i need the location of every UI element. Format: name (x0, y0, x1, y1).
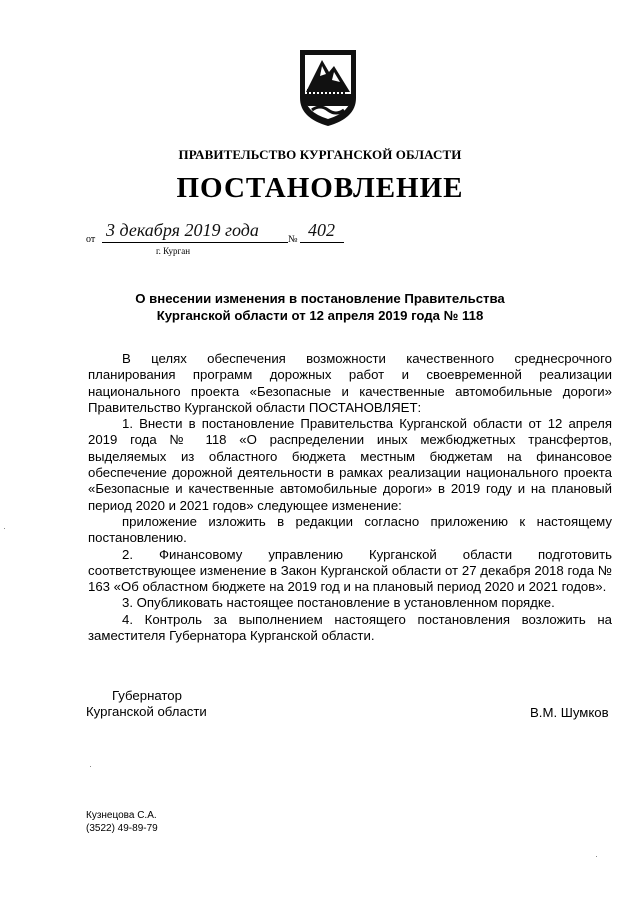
paragraph-item-1: 1. Внести в постановление Правительства Курганской области от 12 апреля 2019 года № 118 «О распределении иных межбюджетных трансфертов, выделяемых из областного бюджета местным бюджетам на финансовое обеспечение дорожной деятельности в рамках реализации национального проекта «Безопасные и качественные автомобильные дороги» в 2019 году и на плановый период 2020 и 2021 годов» следующее изменение: (88, 416, 612, 513)
executor-phone: (3522) 49-89-79 (86, 822, 158, 834)
date-from-label: от (86, 234, 96, 245)
subject-line: Курганской области от 12 апреля 2019 года № 118 (156, 307, 484, 323)
paragraph-item-3: 3. Опубликовать настоящее постановление в установленном порядке. (122, 595, 555, 611)
paragraph-item-2: 2. Финансовому управлению Курганской области подготовить соответствующее изменение в Закон Курганской области от 27 декабря 2018 года № 163 «Об областном бюджете на 2019 год и на плановый период 2020 и 2021 годов». (88, 546, 612, 595)
government-name: ПРАВИТЕЛЬСТВО КУРГАНСКОЙ ОБЛАСТИ (178, 147, 462, 162)
handwritten-date: 3 декабря 2019 года (106, 220, 259, 240)
signer-position-line: Губернатор (112, 688, 182, 703)
handwritten-number: 402 (308, 220, 335, 240)
number-underline (300, 242, 344, 243)
number-label: № (288, 234, 298, 245)
document-subject (90, 291, 550, 324)
signer-name: В.М. Шумков (530, 705, 609, 720)
scan-speck (4, 528, 5, 529)
date-underline (102, 242, 288, 243)
scan-speck (90, 766, 91, 767)
document-body (88, 351, 612, 644)
paragraph-item-4: 4. Контроль за выполнением настоящего постановления возложить на заместителя Губернатора Курганской области. (88, 611, 612, 644)
paragraph-preamble: В целях обеспечения возможности качественного среднесрочного планирования программ дорожных работ и своевременной реализации национального проекта «Безопасные и качественные автомобильные дороги» Правительство Курганской области ПОСТАНОВЛЯЕТ: (88, 351, 612, 415)
subject-line: О внесении изменения в постановление Правительства (135, 291, 505, 306)
paragraph-item-1-change: приложение изложить в редакции согласно приложению к настоящему постановлению. (88, 513, 612, 546)
document-title: ПОСТАНОВЛЕНИЕ (176, 172, 464, 204)
executor-name: Кузнецова С.А. (86, 810, 157, 821)
coat-of-arms-icon (296, 46, 360, 128)
signer-position (86, 688, 207, 721)
city-label: г. Курган (156, 246, 191, 256)
executor-info (86, 810, 158, 835)
signer-position-line: Курганской области (86, 704, 207, 720)
scan-speck (596, 856, 597, 857)
date-number-line (84, 220, 384, 260)
